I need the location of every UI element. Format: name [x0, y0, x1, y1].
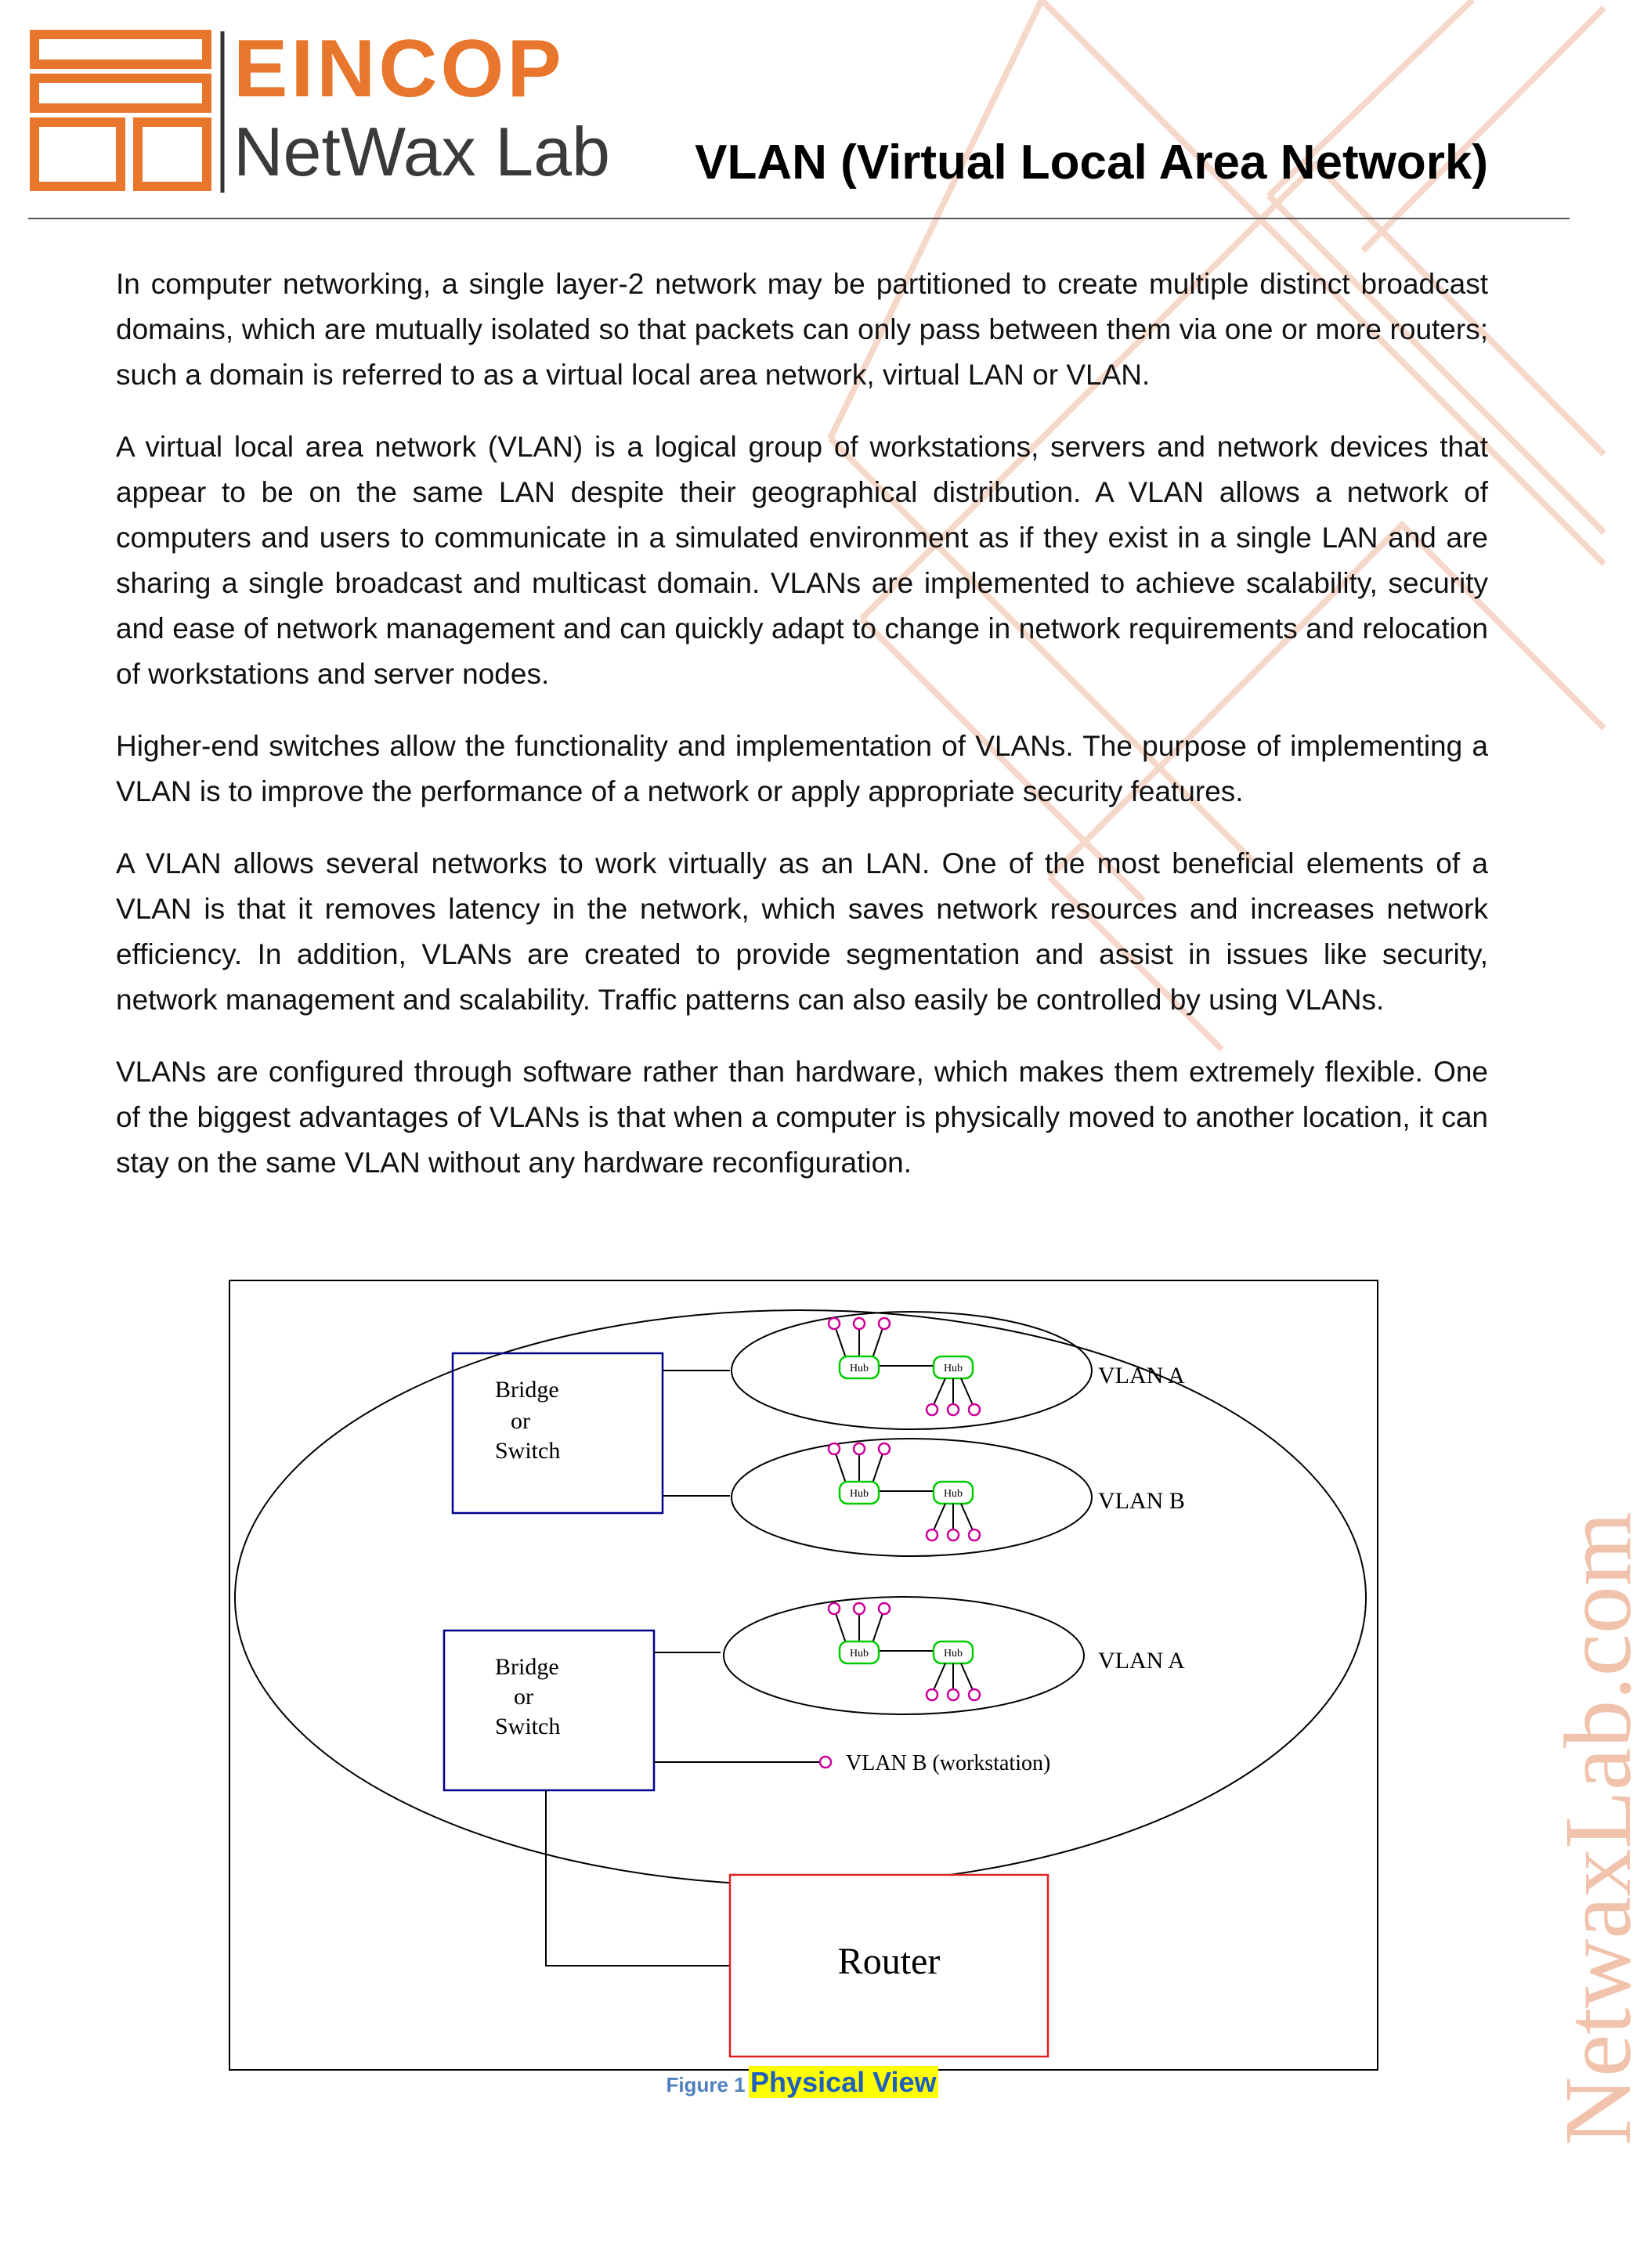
paragraph-5: VLANs are configured through software rather than hardware, which makes them extremely flexible. One of the biggest advantages of VLANs is that when a computer is physically moved to another location, it can stay on the same VLAN without any hardware reconfiguration. — [116, 1056, 1488, 1179]
svg-text:Hub: Hub — [943, 1648, 963, 1659]
figure-number: Figure 1 — [666, 2073, 746, 2096]
bridge-bottom-line3: Switch — [495, 1714, 561, 1739]
paragraph-3: Higher-end switches allow the functionality and implementation of VLANs. The purpose of implementing a VLAN is to improve the performance of a network or apply appropriate security features. — [116, 730, 1488, 807]
vlan-physical-view-diagram — [229, 1280, 1378, 2071]
svg-text:Hub: Hub — [849, 1488, 869, 1500]
site-watermark: NetwaxLab.com — [1545, 1511, 1651, 2146]
svg-text:Hub: Hub — [943, 1488, 963, 1500]
page-title: VLAN (Virtual Local Area Network) — [695, 135, 1488, 190]
figure-title: Physical View — [750, 2066, 937, 2098]
figure-caption — [0, 2066, 1604, 2099]
bridge-bottom-line1: Bridge — [495, 1654, 559, 1680]
bridge-top-line2: or — [511, 1408, 530, 1434]
brand-name: EINCOP — [233, 23, 565, 114]
logo-block-right — [138, 122, 207, 186]
paragraph-4: A VLAN allows several networks to work virtually as an LAN. One of the most beneficial elements of a VLAN is that it removes latency in the network, which saves network resources and increases network efficiency. In addition, VLANs are created to provide segmentation and assist in issues like security, network management and scalability. Traffic patterns can also easily be controlled by using VLANs. — [116, 847, 1488, 1016]
paragraph-2: A virtual local area network (VLAN) is a logical group of workstations, servers and network devices that appear to be on the same LAN despite their geographical distribution. A VLAN allows a network of computers and users to communicate in a simulated environment as if they exist in a single LAN and are sharing a single broadcast and multicast domain. VLANs are implemented to achieve scalability, security and ease of network management and can quickly adapt to change in network requirements and relocation of workstations and server nodes. — [116, 431, 1488, 690]
bridge-top-line1: Bridge — [495, 1377, 559, 1403]
article-body — [116, 262, 1488, 1212]
workstation-label: VLAN B (workstation) — [846, 1751, 1051, 1775]
bridge-top-line3: Switch — [495, 1438, 561, 1464]
vlan-1-label: VLAN A — [1098, 1363, 1185, 1389]
workstation-node — [820, 1757, 831, 1768]
header-divider — [28, 218, 1570, 219]
vlan-2-label: VLAN B — [1098, 1488, 1185, 1514]
svg-text:Hub: Hub — [849, 1648, 869, 1659]
logo-block-left — [34, 122, 121, 186]
bridge-bottom-line2: or — [514, 1684, 533, 1710]
logo-bar-top — [34, 34, 207, 64]
svg-text:Hub: Hub — [849, 1363, 869, 1374]
svg-text:Hub: Hub — [943, 1363, 963, 1374]
router-label: Router — [837, 1941, 941, 1982]
brand-subtitle: NetWax Lab — [233, 113, 610, 190]
vlan-3-label: VLAN A — [1098, 1648, 1185, 1674]
paragraph-1: In computer networking, a single layer-2 network may be partitioned to create multiple distinct broadcast domains, which are mutually isolated so that packets can only pass between them via one or more routers; such a domain is referred to as a virtual local area network, virtual LAN or VLAN. — [116, 268, 1488, 391]
logo-bar-middle — [34, 78, 207, 108]
